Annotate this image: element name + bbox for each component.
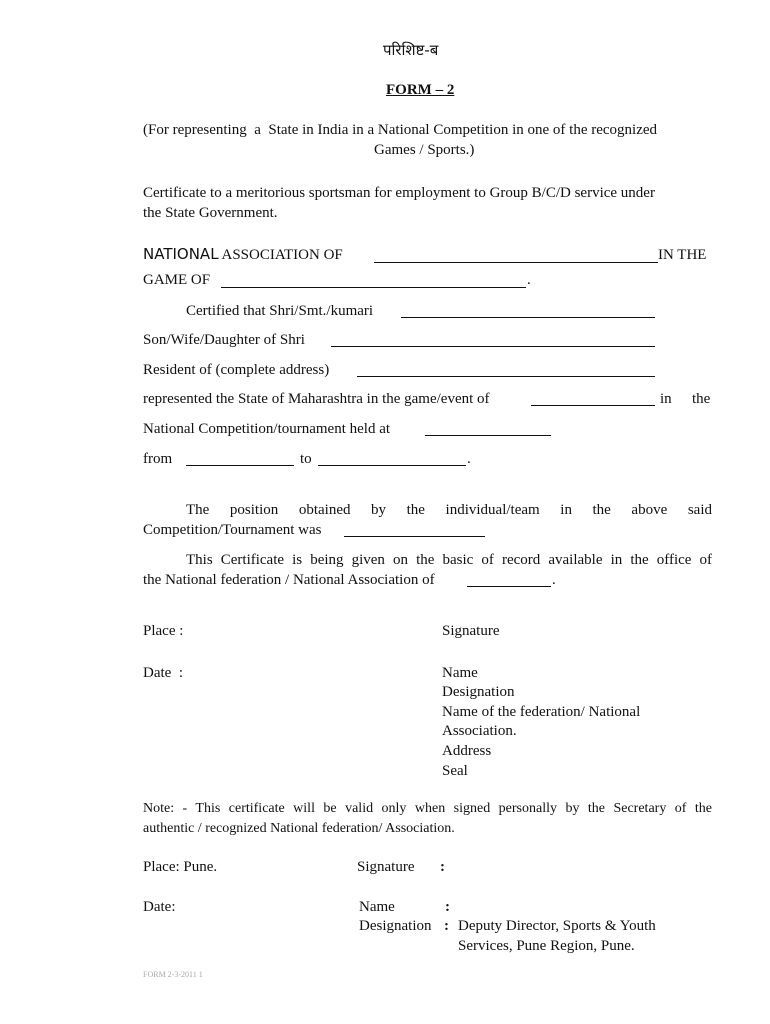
footer-code: FORM 2-3-2011 1 <box>143 970 203 979</box>
game-of-label: GAME OF <box>143 272 211 288</box>
place-label: Place : <box>143 623 184 639</box>
national-comp-label: National Competition/tournament held at <box>143 421 391 437</box>
resident-label: Resident of (complete address) <box>143 362 330 378</box>
cert-period: . <box>552 572 556 588</box>
subtitle-line-2: Games / Sports.) <box>374 142 475 158</box>
national-word: NATIONAL <box>143 245 219 263</box>
game-period: . <box>527 272 531 288</box>
footer-name-colon: : <box>445 899 450 915</box>
in-the-label: IN THE <box>658 247 707 263</box>
position-line-1: The position obtained by the individual/team in the above said <box>186 502 712 518</box>
represented-label: represented the State of Maharashtra in the game/event of <box>143 391 490 407</box>
footer-name: Name <box>359 899 395 915</box>
footer-designation: Designation <box>359 918 432 934</box>
position-field[interactable] <box>344 536 485 537</box>
association-of-label: ASSOCIATION OF <box>218 247 347 263</box>
parent-name-field[interactable] <box>331 346 655 347</box>
address-field[interactable] <box>357 376 655 377</box>
federation-label-1: Name of the federation/ National <box>442 704 641 720</box>
to-label: to <box>300 451 312 467</box>
in-word: in <box>660 391 672 407</box>
to-period: . <box>467 451 471 467</box>
designation-value-2: Services, Pune Region, Pune. <box>458 938 635 954</box>
held-at-field[interactable] <box>425 435 551 436</box>
date-label: Date : <box>143 665 183 681</box>
certified-name-field[interactable] <box>401 317 655 318</box>
game-event-field[interactable] <box>531 405 655 406</box>
designation-label: Designation <box>442 684 515 700</box>
footer-signature: Signature <box>357 859 415 875</box>
intro-line-1: Certificate to a meritorious sportsman for employment to Group B/C/D service under <box>143 185 655 201</box>
from-date-field[interactable] <box>186 465 294 466</box>
from-label: from <box>143 451 173 467</box>
designation-value-1: Deputy Director, Sports & Youth <box>458 918 656 934</box>
association-of-field[interactable] <box>467 586 551 587</box>
subtitle-line-1: (For representing a State in India in a National Competition in one of the recognized <box>143 122 658 138</box>
note-line-1: Note: - This certificate will be valid only when signed personally by the Secretary of the <box>143 801 712 816</box>
the-word: the <box>692 391 711 407</box>
game-name-field[interactable] <box>221 287 526 288</box>
cert-line-2: the National federation / National Association of <box>143 572 435 588</box>
footer-designation-colon: : <box>444 918 449 934</box>
footer-date: Date: <box>143 899 176 915</box>
son-wife-label: Son/Wife/Daughter of Shri <box>143 332 305 348</box>
cert-line-1: This Certificate is being given on the basic of record available in the office of <box>186 552 712 568</box>
association-name-field[interactable] <box>374 262 658 263</box>
certified-label: Certified that Shri/Smt./kumari <box>186 303 374 319</box>
federation-label-2: Association. <box>442 723 517 739</box>
hindi-title: परिशिष्ट-ब <box>383 41 439 59</box>
footer-place: Place: Pune. <box>143 859 218 875</box>
form-title: FORM – 2 <box>386 82 455 98</box>
note-line-2: authentic / recognized National federation/ Association. <box>143 821 455 836</box>
to-date-field[interactable] <box>318 465 466 466</box>
national-association-row <box>143 245 347 265</box>
intro-line-2: the State Government. <box>143 205 278 221</box>
seal-label: Seal <box>442 763 468 779</box>
address-label: Address <box>442 743 492 759</box>
name-label: Name <box>442 665 478 681</box>
signature-label: Signature <box>442 623 500 639</box>
position-line-2: Competition/Tournament was <box>143 522 322 538</box>
footer-signature-colon: : <box>440 859 445 875</box>
